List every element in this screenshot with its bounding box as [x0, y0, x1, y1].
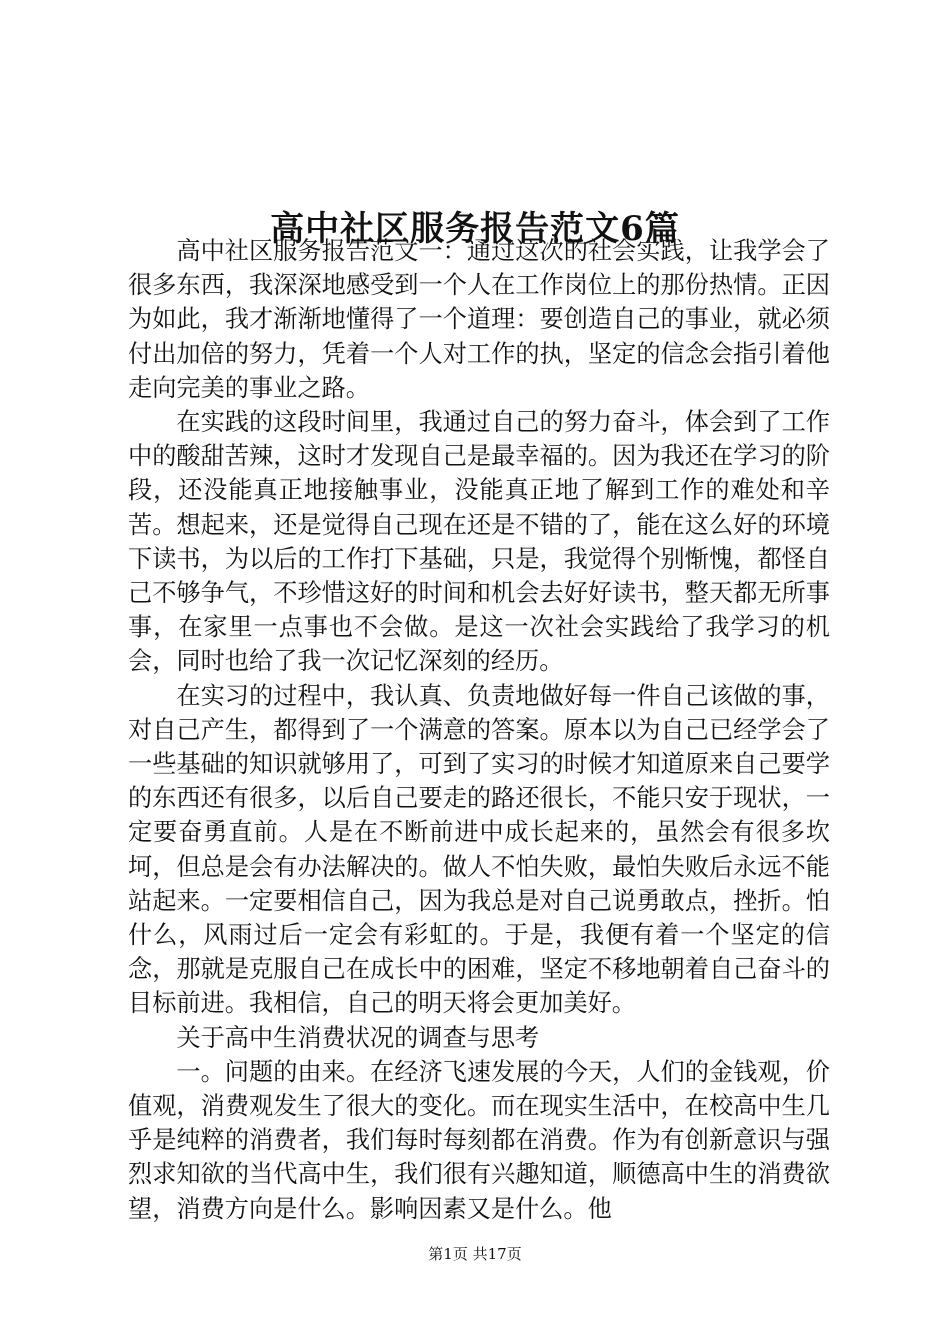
paragraph: 高中社区服务报告范文一：通过这次的社会实践，让我学会了很多东西，我深深地感受到一个人在工作岗位上的那份热情。正因为如此，我才渐渐地懂得了一个道理：要创造自己的事业，就必须付出加倍的努力，凭着一个人对工作的执，坚定的信念会指引着他走向完美的事业之路。: [128, 237, 830, 402]
document-body: [128, 234, 830, 1226]
page-footer: 第1页 共17页: [428, 1245, 522, 1263]
paragraph: 在实践的这段时间里，我通过自己的努力奋斗，体会到了工作中的酸甜苦辣，这时才发现自己是最幸福的。因为我还在学习的阶段，还没能真正地接触事业，没能真正地了解到工作的难处和辛苦。想起来，还是觉得自己现在还是不错的了，能在这么好的环境下读书，为以后的工作打下基础，只是，我觉得个别惭愧，都怪自己不够争气，不珍惜这好的时间和机会去好好读书，整天都无所事事，在家里一点事也不会做。是这一次社会实践给了我学习的机会，同时也给了我一次记忆深刻的经历。: [128, 408, 830, 676]
paragraph: 一。问题的由来。在经济飞速发展的今天，人们的金钱观，价值观，消费观发生了很大的变化。而在现实生活中，在校高中生几乎是纯粹的消费者，我们每时每刻都在消费。作为有创新意识与强烈求知欲的当代高中生，我们很有兴趣知道，顺德高中生的消费欲望，消费方向是什么。影响因素又是什么。他: [128, 1057, 830, 1223]
document-title: 高中社区服务报告范文6篇: [270, 208, 680, 249]
paragraph: 在实习的过程中，我认真、负责地做好每一件自己该做的事，对自己产生，都得到了一个满意的答案。原本以为自己已经学会了一些基础的知识就够用了，可到了实习的时候才知道原来自己要学的东西还有很多，以后自己要走的路还很长，不能只安于现状，一定要奋勇直前。人是在不断前进中成长起来的，虽然会有很多坎坷，但总是会有办法解决的。做人不怕失败，最怕失败后永远不能站起来。一定要相信自己，因为我总是对自己说勇敢点，挫折。怕什么，风雨过后一定会有彩虹的。于是，我便有着一个坚定的信念，那就是克服自己在成长中的困难，坚定不移地朝着自己奋斗的目标前进。我相信，自己的明天将会更加美好。: [128, 681, 830, 1018]
section-heading: 关于高中生消费状况的调查与思考: [176, 1023, 540, 1052]
